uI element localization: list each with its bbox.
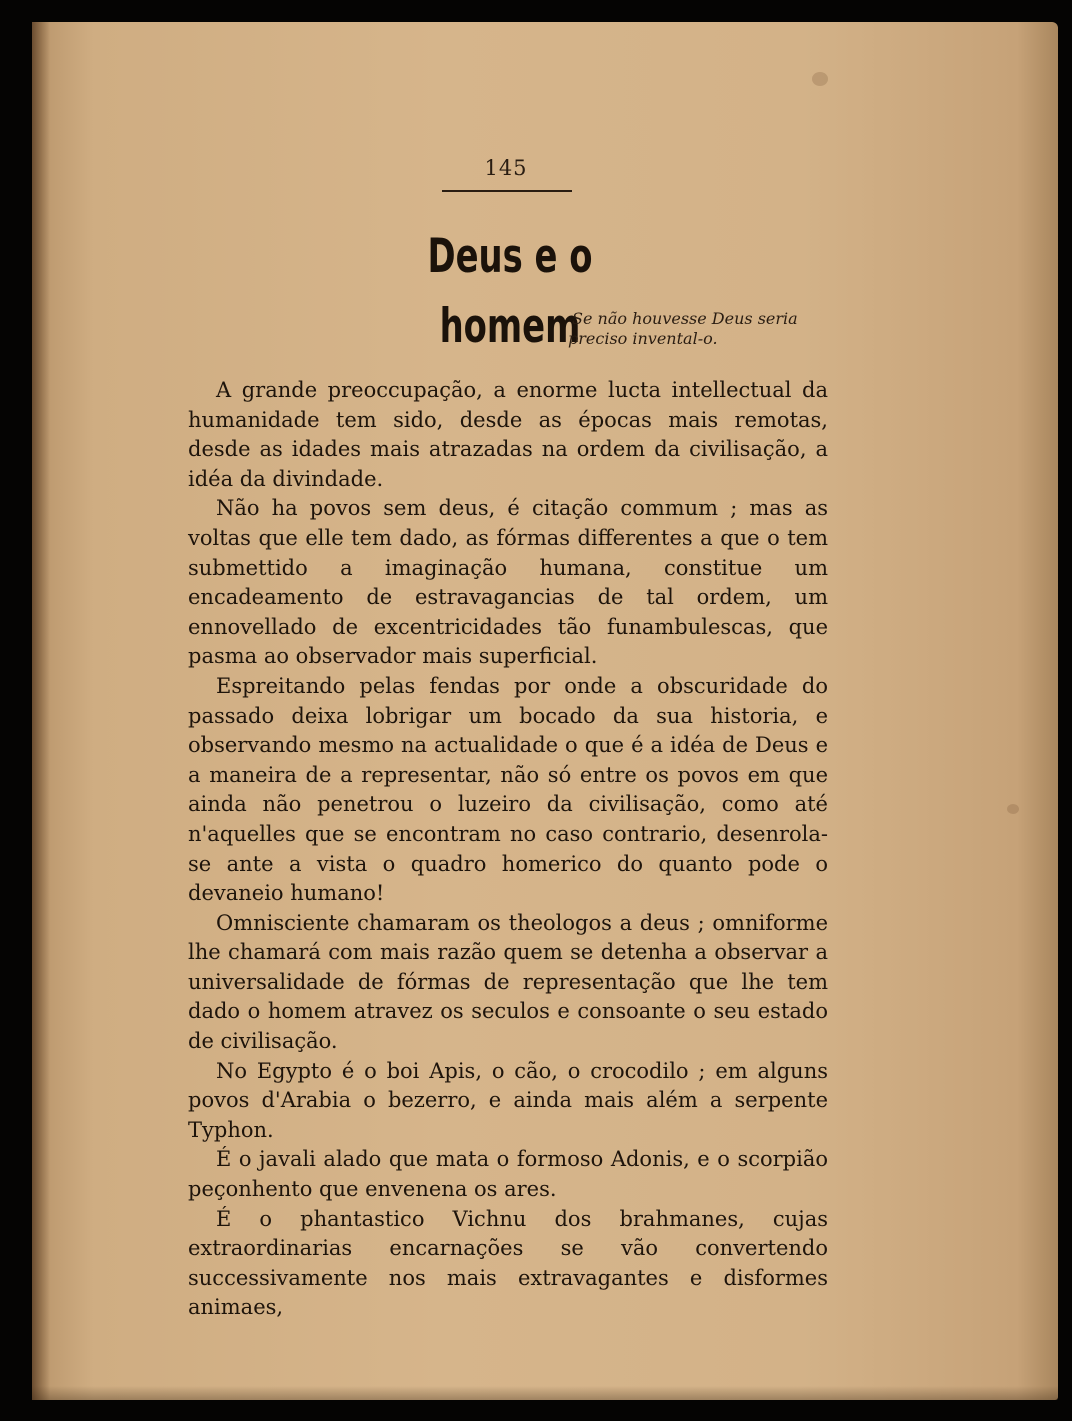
paragraph: A grande preoccupação, a enorme lucta intellectual da humanidade tem sido, desde as épocas mais remotas, desde as idades mais atrazadas na ordem da civilisação, a idéa da divindade.: [188, 378, 828, 491]
paragraph: É o javali alado que mata o formoso Adonis, e o scorpião peçonhento que envenena os ares.: [188, 1147, 828, 1202]
page-binding-edge: [32, 22, 50, 1400]
body-text: [188, 376, 828, 1323]
chapter-title: Deus e o homem: [427, 229, 593, 354]
paragraph: Não ha povos sem deus, é citação commum ; mas as voltas que elle tem dado, as fórmas differentes a que o tem submettido a imaginação humana, constitue um encadeamento de estravagancias de tal ordem, um ennovellado de excentricidades tão funambulescas, que pasma ao observador mais superficial.: [188, 496, 828, 669]
stain-mark: [812, 72, 828, 86]
paragraph: Espreitando pelas fendas por onde a obscuridade do passado deixa lobrigar um bocado da sua historia, e observando mesmo na actualidade o que é a idéa de Deus e a maneira de a representar, não só entre os povos em que ainda não penetrou o luzeiro da civilisação, como até n'aquelles que se encontram no caso contrario, desenrola-se ante a vista o quadro homerico do quanto pode o devaneio humano!: [188, 673, 828, 906]
paragraph: No Egypto é o boi Apis, o cão, o crocodilo ; em alguns povos d'Arabia o bezerro, e ainda mais além a serpente Typhon.: [188, 1058, 828, 1142]
page-bottom-shadow: [32, 1386, 1058, 1400]
epigraph-line-2: preciso invental-o.: [568, 329, 718, 348]
epigraph: [520, 309, 838, 349]
paragraph: É o phantastico Vichnu dos brahmanes, cujas extraordinarias encarnações se vão convertendo successivamente nos mais extravagantes e disformes animaes,: [188, 1206, 828, 1320]
paragraph: Omnisciente chamaram os theologos a deus ; omniforme lhe chamará com mais razão quem se detenha a observar a universalidade de fórmas de representação que lhe tem dado o homem atravez os seculos e consoante o seu estado de civilisação.: [188, 910, 828, 1054]
stain-mark: [1007, 804, 1019, 814]
epigraph-line-1: Se não houvesse Deus seria: [572, 309, 798, 328]
header-rule: [442, 190, 572, 192]
page-number: 145: [484, 156, 528, 180]
